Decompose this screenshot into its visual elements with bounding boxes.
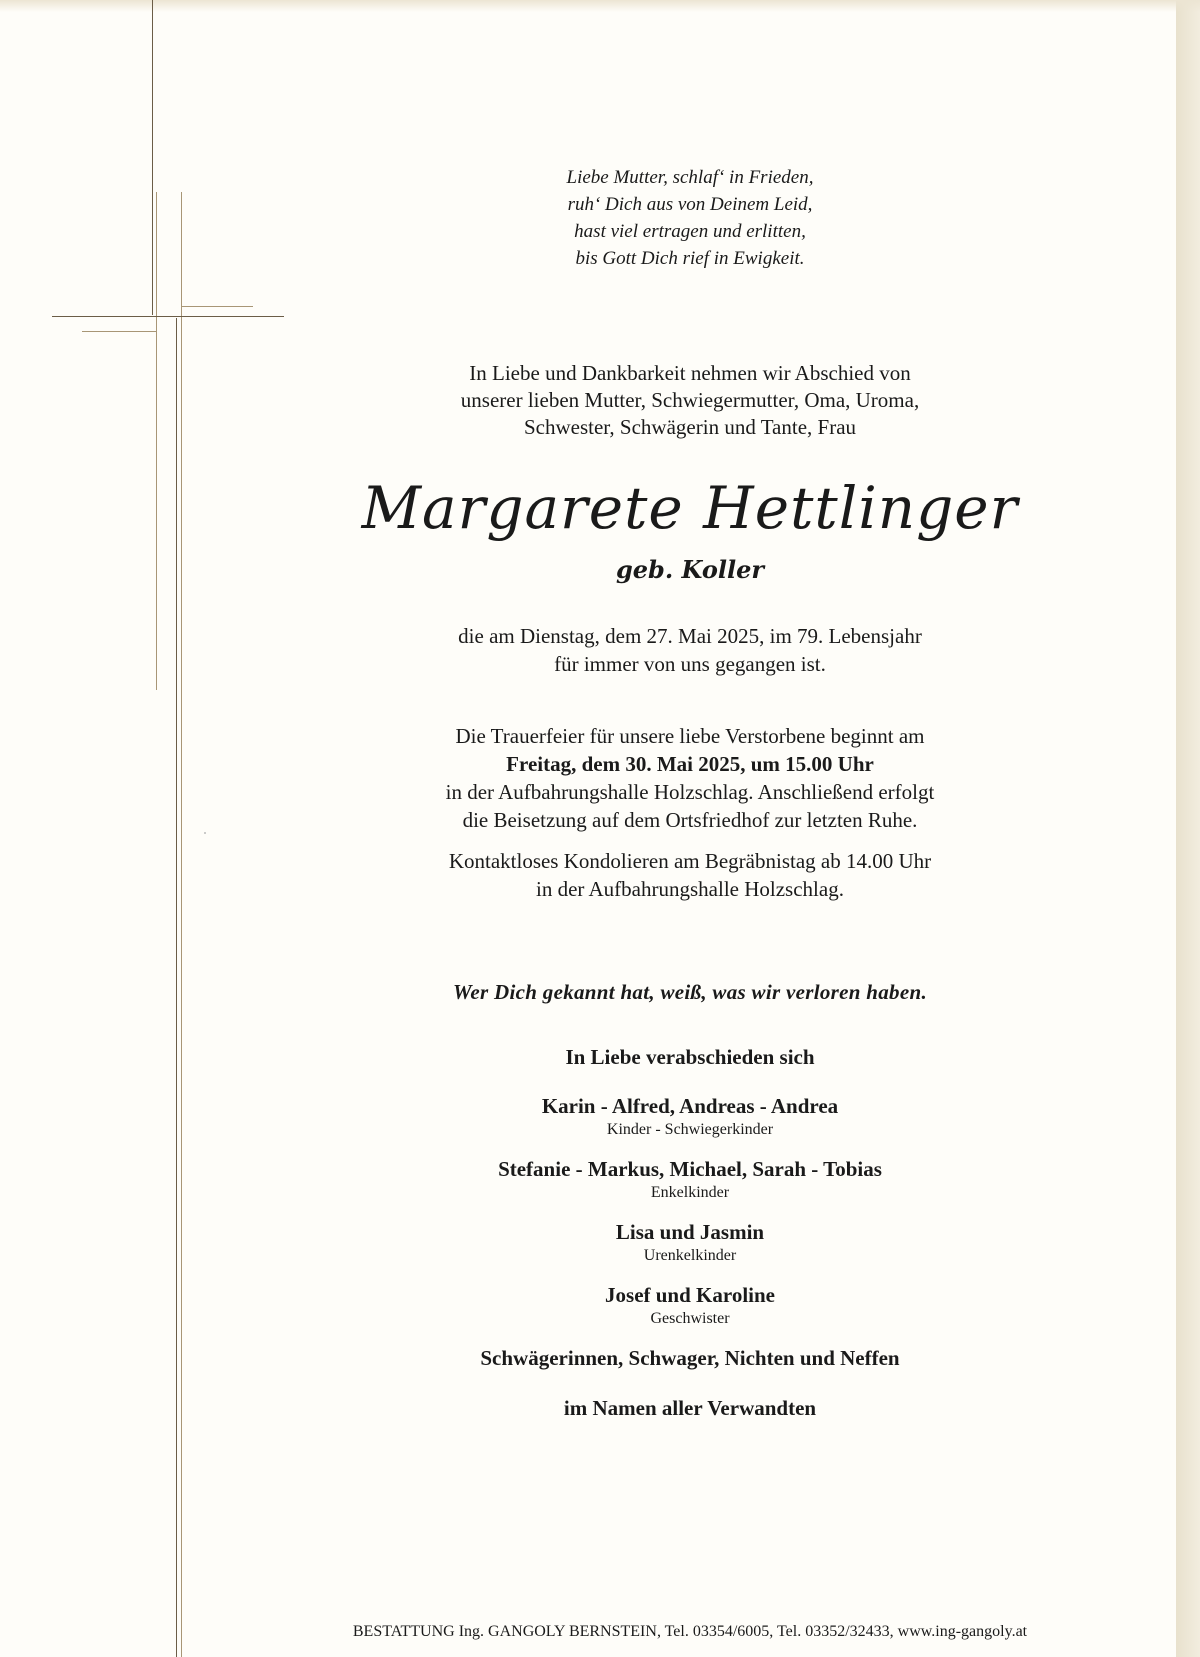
relative-group xyxy=(230,1282,1150,1329)
intro-text xyxy=(230,360,1150,441)
intro-line: Schwester, Schwägerin und Tante, Frau xyxy=(523,415,857,439)
ceremony-info xyxy=(230,722,1150,834)
intro-line: unserer lieben Mutter, Schwiegermutter, Oma, Uroma, xyxy=(460,388,920,412)
condolence-line: Kontaktloses Kondolieren am Begräbnistag ab 14.00 Uhr xyxy=(448,849,932,873)
deceased-name: Margarete Hettlinger xyxy=(361,474,1019,542)
motto: Wer Dich gekannt hat, weiß, was wir verloren haben. xyxy=(452,980,928,1004)
relative-names: Josef und Karoline xyxy=(605,1283,775,1307)
ceremony-line: Die Trauerfeier für unsere liebe Verstorbene beginnt am xyxy=(455,724,925,748)
condolence-line: in der Aufbahrungshalle Holzschlag. xyxy=(536,877,844,901)
maiden-name: geb. Koller xyxy=(615,555,765,584)
relative-group xyxy=(230,1093,1150,1140)
verse-line: bis Gott Dich rief in Ewigkeit. xyxy=(575,248,805,269)
verse xyxy=(230,164,1150,272)
verse-line: Liebe Mutter, schlaf‘ in Frieden, xyxy=(566,167,814,188)
relatives-list xyxy=(230,1093,1150,1421)
death-line: für immer von uns gegangen ist. xyxy=(554,652,826,676)
relative-role: Kinder - Schwiegerkinder xyxy=(606,1121,774,1138)
funeral-home-footer: BESTATTUNG Ing. GANGOLY BERNSTEIN, Tel. 03354/6005, Tel. 03352/32433, www.ing-gangoly.at xyxy=(352,1623,1028,1640)
closing-line: Schwägerinnen, Schwager, Nichten und Neffen xyxy=(480,1346,900,1370)
intro-line: In Liebe und Dankbarkeit nehmen wir Abschied von xyxy=(469,361,911,385)
relative-names: Lisa und Jasmin xyxy=(615,1220,765,1244)
relative-role: Enkelkinder xyxy=(650,1184,730,1201)
death-line: die am Dienstag, dem 27. Mai 2025, im 79. Lebensjahr xyxy=(458,624,922,648)
relative-role: Geschwister xyxy=(650,1310,730,1327)
paper-speck xyxy=(204,832,206,834)
verse-line: hast viel ertragen und erlitten, xyxy=(574,221,806,242)
relative-group xyxy=(230,1219,1150,1266)
condolence-info xyxy=(230,847,1150,903)
verse-line: ruh‘ Dich aus von Deinem Leid, xyxy=(567,194,813,215)
death-notice xyxy=(230,622,1150,678)
ceremony-line: in der Aufbahrungshalle Holzschlag. Anschließend erfolgt xyxy=(445,780,935,804)
ceremony-date-time: Freitag, dem 30. Mai 2025, um 15.00 Uhr xyxy=(506,752,874,776)
closing-line: im Namen aller Verwandten xyxy=(563,1396,817,1420)
ceremony-line: die Beisetzung auf dem Ortsfriedhof zur letzten Ruhe. xyxy=(462,808,918,832)
relative-group xyxy=(230,1156,1150,1203)
relative-names: Stefanie - Markus, Michael, Sarah - Tobias xyxy=(498,1157,882,1181)
relative-role: Urenkelkinder xyxy=(643,1247,737,1264)
relative-names: Karin - Alfred, Andreas - Andrea xyxy=(541,1094,839,1118)
farewell-heading: In Liebe verabschieden sich xyxy=(565,1045,815,1069)
